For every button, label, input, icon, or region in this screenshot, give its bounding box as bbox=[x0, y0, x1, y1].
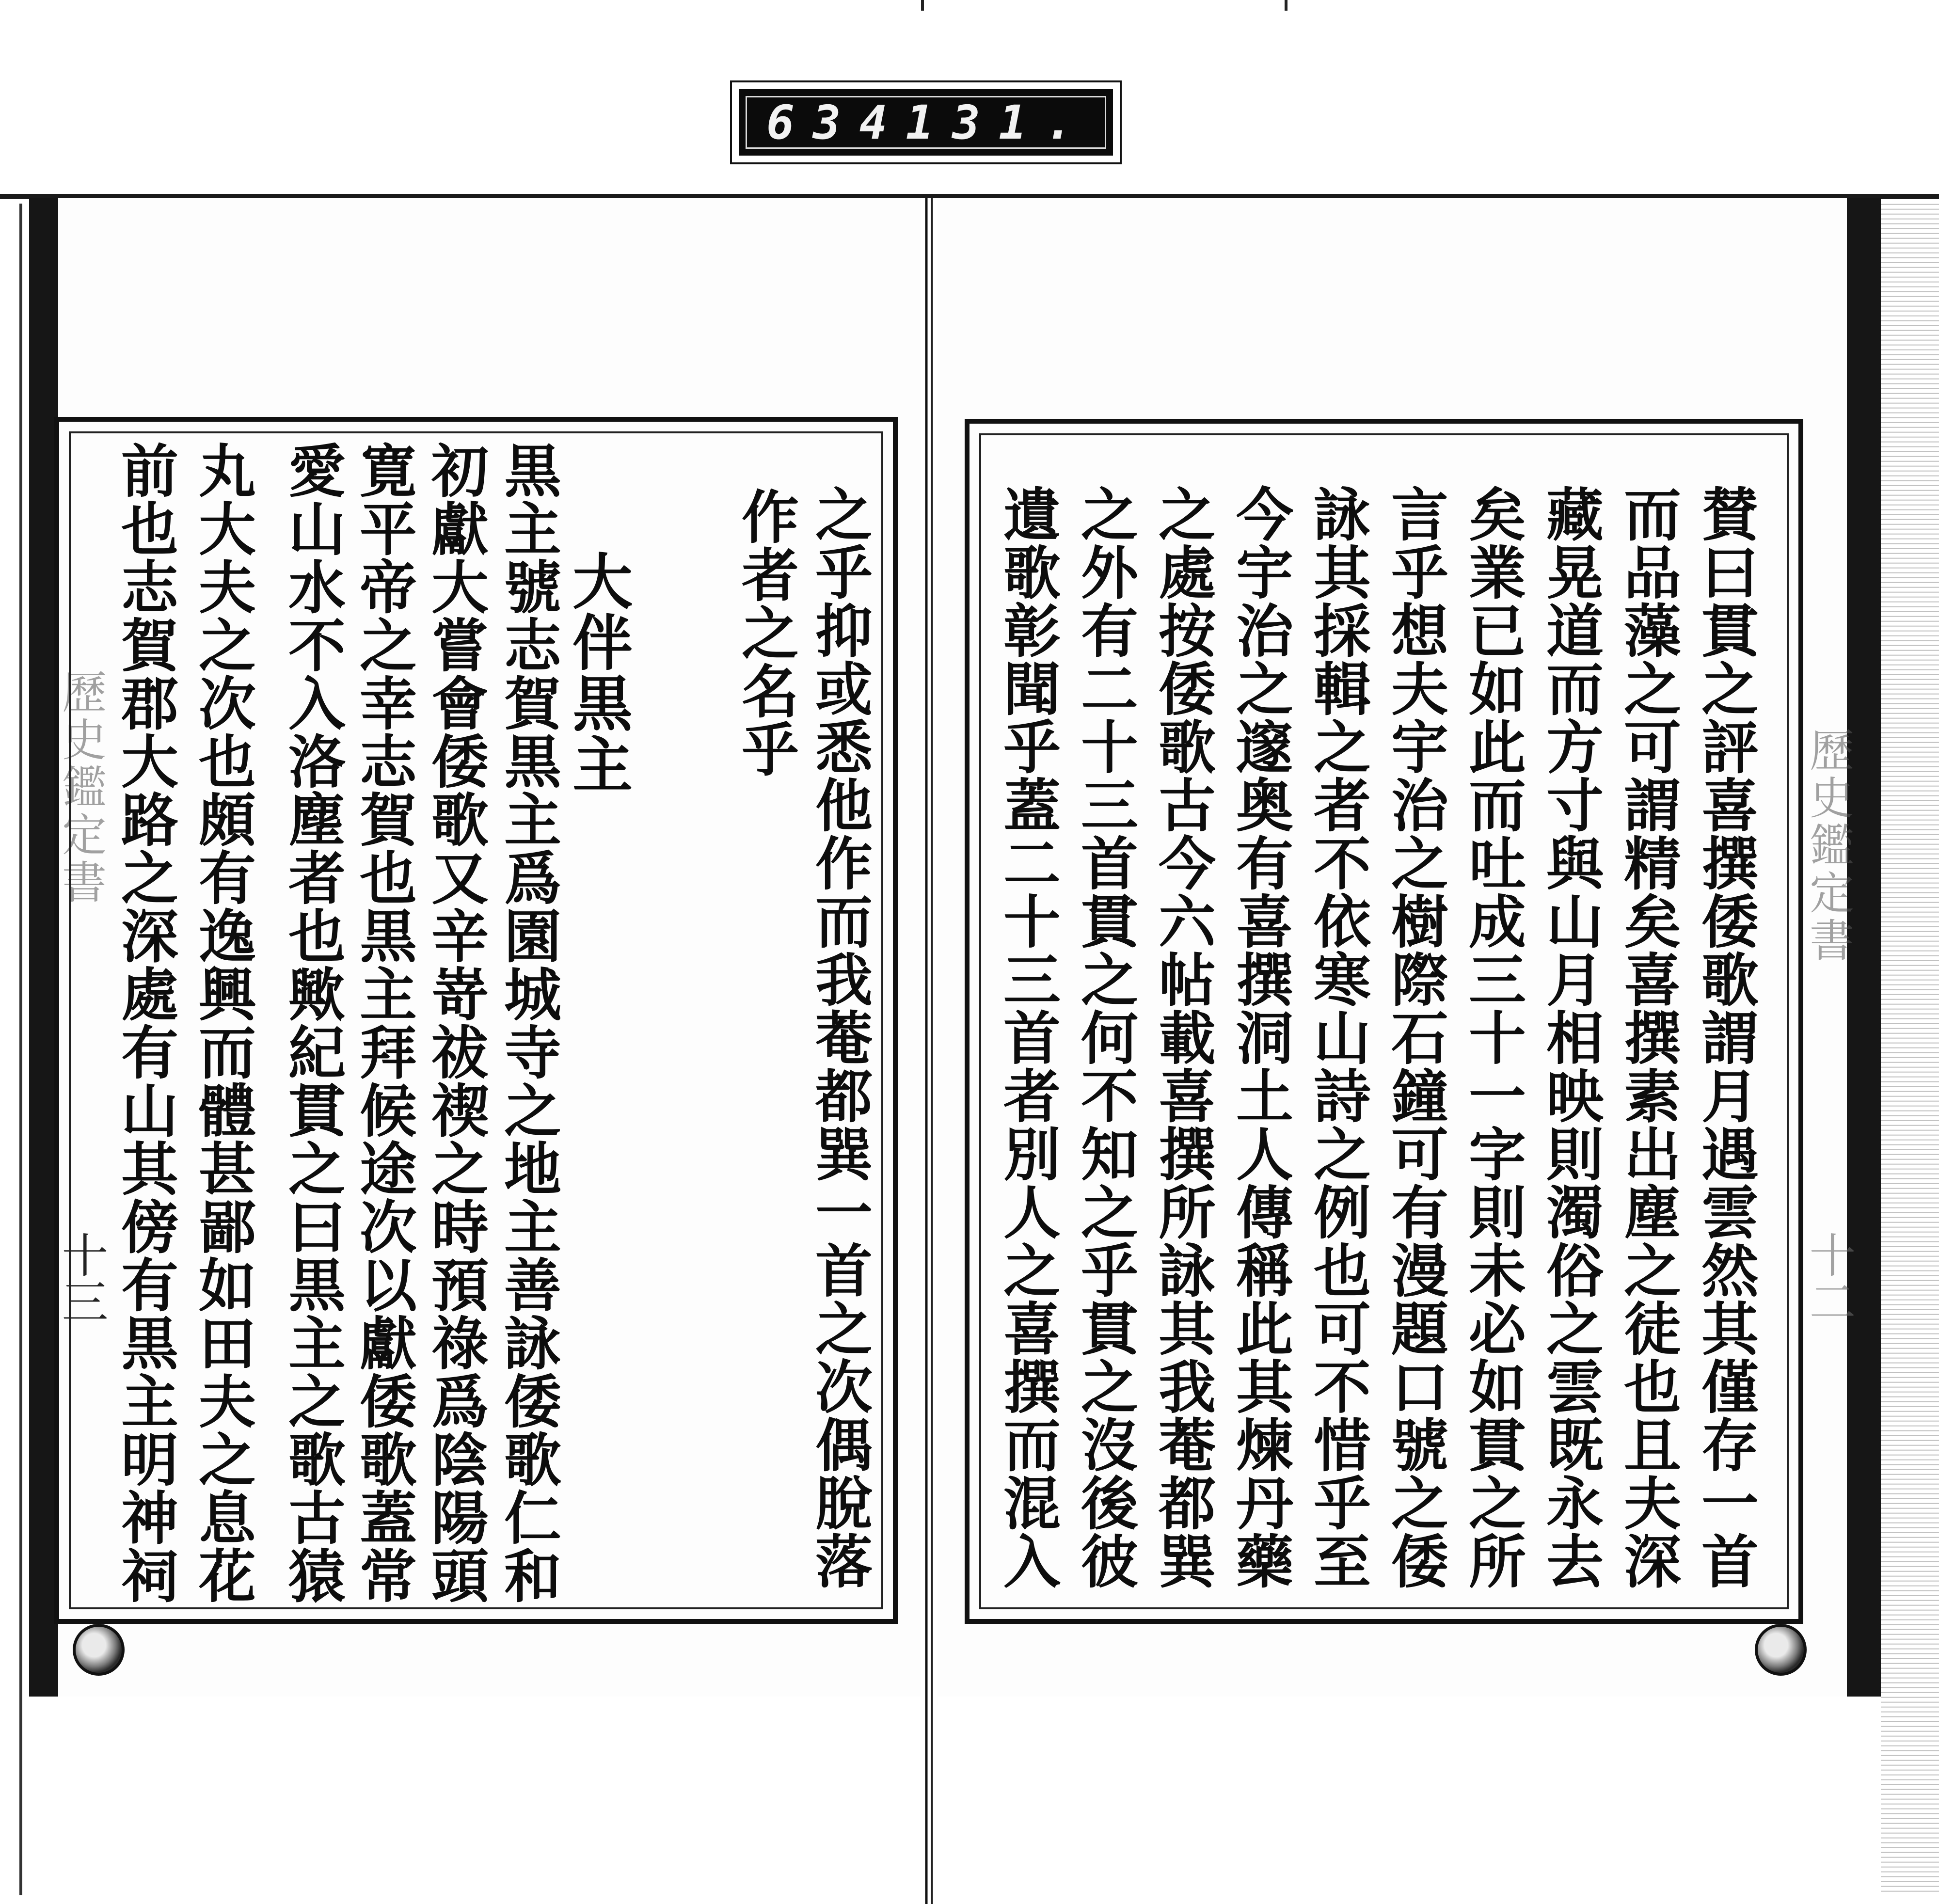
left-book-edge bbox=[0, 204, 22, 1895]
registration-tick bbox=[1285, 0, 1287, 11]
left-column-9: 前也志賀郡大路之深處有山其傍有黒主明神祠 bbox=[111, 441, 179, 1604]
right-page-bottom bbox=[938, 1697, 1881, 1904]
right-column-7: 今宇治之邃奥有喜撰洞土人傳稱此其煉丹藥 bbox=[1226, 485, 1294, 1590]
right-edge-title: 歷史鑑定書 bbox=[1802, 727, 1854, 965]
book-gutter bbox=[921, 198, 938, 1904]
right-column-1: 賛曰貫之評喜撰倭歌謂月遇雲然其僅存一首 bbox=[1692, 485, 1759, 1590]
right-folio: 十二 bbox=[1802, 1231, 1856, 1324]
accession-number-right: 131. bbox=[906, 95, 1092, 150]
registration-tick bbox=[921, 0, 924, 11]
right-column-2: 而品藻之可謂精矣喜撰素出塵之徒也且夫深 bbox=[1614, 485, 1682, 1590]
left-column-5: 初獻大嘗會倭歌又辛嵜祓禊之時預祿爲陰陽頭 bbox=[422, 441, 489, 1604]
left-edge-title: 歷史鑑定書 bbox=[55, 669, 107, 906]
accession-label bbox=[732, 82, 1120, 162]
left-bottom-corner-ornament bbox=[73, 1624, 125, 1676]
right-column-5: 言乎想夫宇治之樹際石鐘可有漫題口號之倭 bbox=[1382, 485, 1449, 1590]
right-column-8: 之處按倭歌古今六帖載喜撰所詠其我菴都巽 bbox=[1149, 485, 1216, 1590]
left-column-2: 作者之名乎 bbox=[732, 487, 799, 778]
left-heading-author: 大伴黒主 bbox=[562, 550, 633, 794]
left-column-8: 丸大夫之次也頗有逸興而體甚鄙如田夫之息花 bbox=[189, 441, 256, 1604]
right-bottom-corner-ornament bbox=[1755, 1624, 1807, 1676]
left-column-4: 黒主號志賀黒主爲園城寺之地主善詠倭歌仁和 bbox=[494, 441, 562, 1604]
right-column-9: 之外有二十三首貫之何不知之乎貫之沒後彼 bbox=[1071, 485, 1139, 1590]
right-book-edge bbox=[1881, 204, 1939, 1895]
left-column-1: 之乎抑或悉他作而我菴都巽一首之次偶脫落 bbox=[806, 485, 873, 1590]
left-folio: 十三 bbox=[54, 1231, 109, 1324]
left-page-bottom bbox=[29, 1697, 921, 1904]
left-column-7: 愛山水不入洛塵者也歟紀貫之曰黒主之歌古猿 bbox=[279, 441, 346, 1604]
right-column-6: 詠其採輯之者不依寒山詩之例也可不惜乎至 bbox=[1304, 485, 1371, 1590]
right-column-3: 藏晃道而方寸與山月相映則濁俗之雲既永去 bbox=[1537, 485, 1604, 1590]
right-column-10: 遺歌彰聞乎蓋二十三首者別人之喜撰而混入 bbox=[994, 485, 1061, 1590]
accession-number-left: 634 bbox=[766, 95, 906, 150]
left-column-6: 寛平帝之幸志賀也黒主拜候途次以獻倭歌蓋常 bbox=[350, 441, 417, 1604]
right-column-4: 矣業已如此而吐成三十一字則未必如貫之所 bbox=[1459, 485, 1526, 1590]
